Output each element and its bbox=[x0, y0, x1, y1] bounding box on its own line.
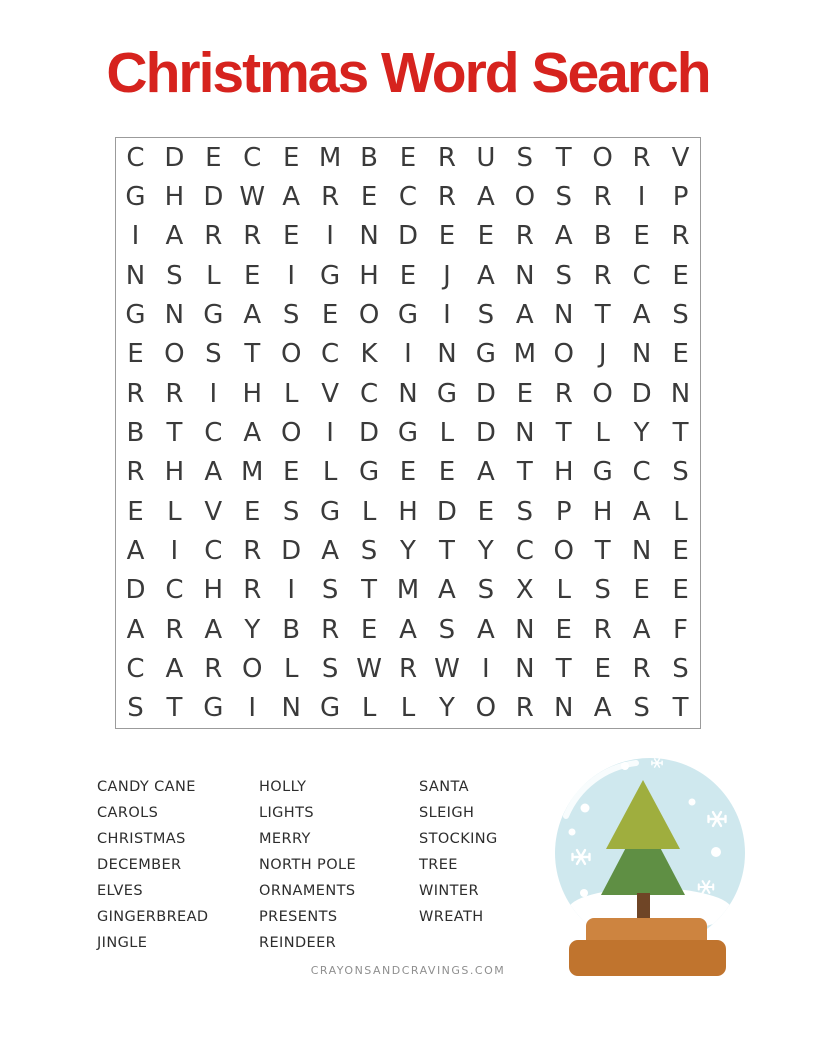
grid-letter: G bbox=[436, 378, 457, 409]
grid-letter: C bbox=[515, 535, 534, 566]
word-list-item: CHRISTMAS bbox=[97, 831, 186, 847]
grid-letter: C bbox=[398, 181, 418, 212]
grid-letter: R bbox=[437, 181, 456, 212]
grid-letter: S bbox=[555, 181, 572, 212]
grid-letter: E bbox=[399, 142, 417, 173]
grid-letter: O bbox=[475, 693, 497, 724]
grid-letter: E bbox=[282, 221, 300, 252]
grid-letter: C bbox=[204, 535, 223, 566]
grid-letter: L bbox=[283, 378, 299, 409]
grid-letter: A bbox=[399, 614, 417, 645]
word-list-item: GINGERBREAD bbox=[97, 909, 209, 925]
grid-letter: D bbox=[359, 417, 380, 448]
grid-letter: G bbox=[125, 181, 146, 212]
grid-letter: O bbox=[280, 417, 302, 448]
grid-letter: D bbox=[281, 535, 302, 566]
grid-letter: N bbox=[554, 299, 574, 330]
word-list-item: WINTER bbox=[419, 883, 479, 899]
grid-letter: R bbox=[165, 378, 184, 409]
grid-letter: L bbox=[167, 496, 182, 527]
grid-letter: C bbox=[204, 417, 223, 448]
grid-letter: I bbox=[404, 339, 412, 370]
grid-letter: A bbox=[476, 181, 495, 212]
grid-letter: L bbox=[439, 417, 455, 448]
grid-letter: V bbox=[321, 378, 340, 409]
grid-letter: H bbox=[592, 496, 613, 527]
word-list-item: CANDY CANE bbox=[97, 779, 196, 795]
grid-letter: D bbox=[475, 417, 496, 448]
grid-letter: D bbox=[397, 221, 418, 252]
grid-letter: A bbox=[515, 299, 534, 330]
grid-letter: A bbox=[632, 614, 651, 645]
grid-letter: D bbox=[164, 142, 185, 173]
grid-letter: S bbox=[516, 142, 534, 173]
grid-letter: S bbox=[594, 575, 611, 606]
grid-letter: H bbox=[398, 496, 418, 527]
grid-letter: I bbox=[326, 221, 334, 252]
grid-letter: R bbox=[632, 653, 651, 684]
grid-letter: R bbox=[243, 221, 262, 252]
grid-letter: E bbox=[633, 221, 650, 252]
grid-letter: O bbox=[358, 299, 380, 330]
grid-letter: N bbox=[515, 417, 535, 448]
grid-letter: T bbox=[555, 417, 572, 448]
grid-letter: A bbox=[476, 457, 495, 488]
grid-letter: O bbox=[514, 181, 536, 212]
grid-letter: B bbox=[282, 614, 301, 645]
grid-letter: N bbox=[631, 339, 652, 370]
grid-letter: N bbox=[398, 378, 418, 409]
grid-letter: T bbox=[361, 575, 377, 606]
grid-letter: R bbox=[554, 378, 573, 409]
grid-letter: L bbox=[206, 260, 221, 291]
grid-letter: V bbox=[204, 496, 223, 527]
grid-letter: E bbox=[477, 221, 495, 252]
snow-globe-illustration bbox=[542, 742, 748, 977]
grid-letter: E bbox=[477, 496, 495, 527]
grid-letter: G bbox=[203, 299, 224, 330]
grid-letter: A bbox=[438, 575, 456, 606]
grid-letter: E bbox=[672, 535, 689, 566]
grid-letter: G bbox=[320, 260, 341, 291]
grid-letter: S bbox=[166, 260, 183, 291]
grid-letter: R bbox=[593, 181, 612, 212]
grid-letter: C bbox=[126, 653, 145, 684]
grid-letter: T bbox=[555, 142, 572, 173]
grid-letter: T bbox=[438, 535, 455, 566]
word-list-item: WREATH bbox=[419, 909, 484, 925]
grid-letter: H bbox=[164, 457, 185, 488]
grid-letter: R bbox=[593, 614, 612, 645]
grid-letter: S bbox=[477, 299, 495, 330]
grid-letter: S bbox=[282, 299, 300, 330]
grid-letter: I bbox=[248, 693, 257, 724]
grid-letter: E bbox=[244, 496, 261, 527]
grid-letter: E bbox=[360, 614, 378, 645]
grid-letter: D bbox=[203, 181, 224, 212]
grid-letter: T bbox=[672, 693, 689, 724]
grid-letter: T bbox=[516, 457, 533, 488]
grid-letter: S bbox=[672, 653, 689, 684]
grid-letter: N bbox=[515, 614, 535, 645]
word-list-item: SANTA bbox=[419, 779, 469, 795]
grid-letter: R bbox=[515, 693, 534, 724]
grid-letter: T bbox=[594, 535, 611, 566]
grid-letter: O bbox=[164, 339, 185, 370]
grid-letter: E bbox=[127, 496, 144, 527]
grid-letter: E bbox=[282, 142, 300, 173]
grid-letter: E bbox=[282, 457, 300, 488]
grid-letter: G bbox=[203, 693, 224, 724]
grid-letter: R bbox=[126, 378, 145, 409]
grid-letter: R bbox=[243, 535, 262, 566]
grid-letter: I bbox=[131, 221, 140, 252]
grid-letter: N bbox=[670, 378, 691, 409]
grid-letter: T bbox=[166, 417, 183, 448]
grid-letter: G bbox=[358, 457, 380, 488]
grid-letter: S bbox=[282, 496, 300, 527]
grid-letter: I bbox=[287, 260, 296, 291]
grid-letter: R bbox=[321, 181, 340, 212]
grid-letter: E bbox=[438, 457, 456, 488]
grid-letter: E bbox=[399, 260, 417, 291]
grid-letter: G bbox=[475, 339, 496, 370]
grid-letter: A bbox=[632, 496, 651, 527]
grid-letter: H bbox=[203, 575, 224, 606]
grid-letter: R bbox=[632, 142, 651, 173]
grid-letter: E bbox=[399, 457, 417, 488]
grid-letter: S bbox=[672, 457, 689, 488]
grid-letter: S bbox=[477, 575, 495, 606]
word-list-item: DECEMBER bbox=[97, 857, 182, 873]
grid-letter: A bbox=[126, 614, 145, 645]
grid-letter: V bbox=[671, 142, 690, 173]
grid-letter: L bbox=[283, 653, 299, 684]
grid-letter: L bbox=[595, 417, 610, 448]
grid-letter: A bbox=[204, 457, 223, 488]
grid-letter: O bbox=[242, 653, 263, 684]
grid-letter: N bbox=[515, 653, 535, 684]
grid-letter: W bbox=[356, 653, 382, 684]
grid-letter: B bbox=[360, 142, 378, 173]
grid-letter: E bbox=[594, 653, 611, 684]
grid-letter: I bbox=[326, 417, 334, 448]
word-list-item: STOCKING bbox=[419, 831, 498, 847]
grid-letter: R bbox=[165, 614, 184, 645]
grid-letter: R bbox=[593, 260, 612, 291]
grid-letter: A bbox=[126, 535, 145, 566]
grid-letter: G bbox=[397, 299, 419, 330]
grid-letter: M bbox=[513, 339, 537, 370]
grid-letter: R bbox=[437, 142, 456, 173]
grid-letter: Y bbox=[477, 535, 494, 566]
grid-letter: E bbox=[360, 181, 378, 212]
grid-letter: E bbox=[205, 142, 222, 173]
grid-letter: E bbox=[244, 260, 261, 291]
word-list-item: MERRY bbox=[259, 831, 311, 847]
grid-letter: O bbox=[592, 142, 613, 173]
grid-letter: J bbox=[598, 339, 607, 370]
word-search-grid bbox=[115, 137, 701, 729]
grid-letter: T bbox=[555, 653, 572, 684]
grid-letter: L bbox=[361, 496, 377, 527]
grid-letter: S bbox=[321, 575, 339, 606]
word-list-item: LIGHTS bbox=[259, 805, 314, 821]
grid-letter: Y bbox=[244, 614, 261, 645]
grid-letter: G bbox=[320, 693, 341, 724]
grid-letter: D bbox=[125, 575, 146, 606]
grid-letter: H bbox=[164, 181, 185, 212]
grid-letter: L bbox=[322, 457, 338, 488]
grid-letter: A bbox=[165, 221, 184, 252]
grid-letter: C bbox=[165, 575, 184, 606]
grid-letter: N bbox=[631, 535, 652, 566]
grid-letter: A bbox=[321, 535, 340, 566]
grid-letter: C bbox=[321, 339, 340, 370]
grid-letter: R bbox=[321, 614, 340, 645]
grid-letter: S bbox=[205, 339, 222, 370]
grid-letter: O bbox=[592, 378, 613, 409]
grid-letter: W bbox=[434, 653, 460, 684]
grid-letter: N bbox=[437, 339, 457, 370]
grid-letter: S bbox=[555, 260, 572, 291]
grid-letter: I bbox=[287, 575, 296, 606]
grid-letter: M bbox=[318, 142, 342, 173]
grid-letter: P bbox=[672, 181, 689, 212]
grid-letter: L bbox=[361, 693, 377, 724]
grid-letter: S bbox=[360, 535, 378, 566]
grid-letter: A bbox=[243, 417, 262, 448]
grid-letter: Y bbox=[400, 535, 416, 566]
grid-letter: B bbox=[593, 221, 612, 252]
grid-letter: A bbox=[593, 693, 612, 724]
grid-letter: U bbox=[476, 142, 496, 173]
word-list-column-2 bbox=[259, 774, 356, 956]
grid-letter: C bbox=[126, 142, 145, 173]
grid-letter: C bbox=[243, 142, 262, 173]
grid-letter: N bbox=[515, 260, 535, 291]
grid-letter: R bbox=[243, 575, 262, 606]
grid-letter: E bbox=[672, 575, 689, 606]
grid-letter: G bbox=[592, 457, 613, 488]
grid-letter: O bbox=[553, 535, 574, 566]
word-list-item: ORNAMENTS bbox=[259, 883, 356, 899]
grid-letter: E bbox=[516, 378, 534, 409]
grid-letter: A bbox=[165, 653, 184, 684]
grid-letter: C bbox=[359, 378, 379, 409]
grid-letter: N bbox=[281, 693, 301, 724]
grid-letter: G bbox=[320, 496, 341, 527]
grid-letter: F bbox=[673, 614, 689, 645]
grid-letter: K bbox=[360, 339, 378, 370]
grid-letter: L bbox=[556, 575, 571, 606]
word-list-item: TREE bbox=[419, 857, 458, 873]
word-list-column-1 bbox=[97, 774, 209, 956]
grid-letter: E bbox=[321, 299, 339, 330]
grid-letter: E bbox=[555, 614, 572, 645]
grid-letter: N bbox=[554, 693, 574, 724]
grid-letter: I bbox=[170, 535, 179, 566]
grid-letter: A bbox=[282, 181, 301, 212]
grid-letter: M bbox=[396, 575, 420, 606]
grid-letter: E bbox=[127, 339, 144, 370]
grid-letter: A bbox=[632, 299, 651, 330]
grid-letter: D bbox=[631, 378, 652, 409]
word-list-item: CAROLS bbox=[97, 805, 159, 821]
grid-letter: R bbox=[515, 221, 534, 252]
grid-letter: X bbox=[515, 575, 534, 606]
grid-letter: Y bbox=[633, 417, 650, 448]
grid-letter: D bbox=[475, 378, 496, 409]
grid-letter: C bbox=[632, 457, 651, 488]
grid-letter: N bbox=[359, 221, 379, 252]
grid-letter: E bbox=[633, 575, 650, 606]
word-list-item: REINDEER bbox=[259, 935, 337, 951]
grid-letter: M bbox=[241, 457, 264, 488]
grid-letter: L bbox=[400, 693, 416, 724]
tree-trunk bbox=[637, 893, 650, 922]
word-list-item: ELVES bbox=[97, 883, 143, 899]
grid-letter: I bbox=[209, 378, 218, 409]
grid-letter: R bbox=[126, 457, 145, 488]
grid-letter: D bbox=[436, 496, 457, 527]
grid-letter: P bbox=[555, 496, 572, 527]
grid-letter: O bbox=[280, 339, 302, 370]
grid-letter: I bbox=[637, 181, 646, 212]
grid-letter: W bbox=[239, 181, 266, 212]
grid-letter: S bbox=[672, 299, 689, 330]
grid-letter: C bbox=[632, 260, 651, 291]
grid-letter: S bbox=[438, 614, 456, 645]
grid-letter: R bbox=[398, 653, 418, 684]
grid-letter: T bbox=[244, 339, 261, 370]
grid-letter: B bbox=[126, 417, 145, 448]
grid-letter: A bbox=[554, 221, 573, 252]
word-list-item: SLEIGH bbox=[419, 805, 475, 821]
grid-letter: H bbox=[242, 378, 263, 409]
grid-letter: G bbox=[125, 299, 146, 330]
grid-letter: A bbox=[476, 614, 495, 645]
grid-letter: A bbox=[204, 614, 223, 645]
grid-letter: Y bbox=[438, 693, 455, 724]
grid-letter: T bbox=[166, 693, 183, 724]
grid-letter: R bbox=[671, 221, 690, 252]
grid-letter: R bbox=[204, 221, 223, 252]
grid-letter: R bbox=[204, 653, 223, 684]
grid-letter: L bbox=[673, 496, 688, 527]
grid-letter: N bbox=[125, 260, 146, 291]
word-list-item: HOLLY bbox=[259, 779, 307, 795]
grid-letter: I bbox=[482, 653, 490, 684]
grid-letter: H bbox=[553, 457, 574, 488]
grid-letter: T bbox=[672, 417, 689, 448]
grid-letter: A bbox=[476, 260, 495, 291]
grid-letter: J bbox=[443, 260, 451, 291]
grid-letter: G bbox=[397, 417, 419, 448]
grid-letter: A bbox=[243, 299, 262, 330]
grid-letter: O bbox=[553, 339, 574, 370]
grid-letter: H bbox=[359, 260, 379, 291]
word-list-column-3 bbox=[419, 774, 498, 930]
footer-credit: CRAYONSANDCRAVINGS.COM bbox=[310, 964, 506, 977]
grid-letter: E bbox=[438, 221, 456, 252]
grid-letter: T bbox=[594, 299, 611, 330]
grid-letter: I bbox=[443, 299, 451, 330]
grid-letter: N bbox=[164, 299, 185, 330]
grid-letter: E bbox=[672, 260, 689, 291]
grid-letter: E bbox=[672, 339, 689, 370]
grid-letter: S bbox=[321, 653, 339, 684]
grid-letter: S bbox=[633, 693, 650, 724]
grid-letter: S bbox=[127, 693, 144, 724]
word-list-item: JINGLE bbox=[97, 935, 148, 951]
word-list-item: NORTH POLE bbox=[259, 857, 357, 873]
grid-letter: S bbox=[516, 496, 534, 527]
word-list-item: PRESENTS bbox=[259, 909, 338, 925]
page-title: Christmas Word Search bbox=[106, 41, 710, 105]
